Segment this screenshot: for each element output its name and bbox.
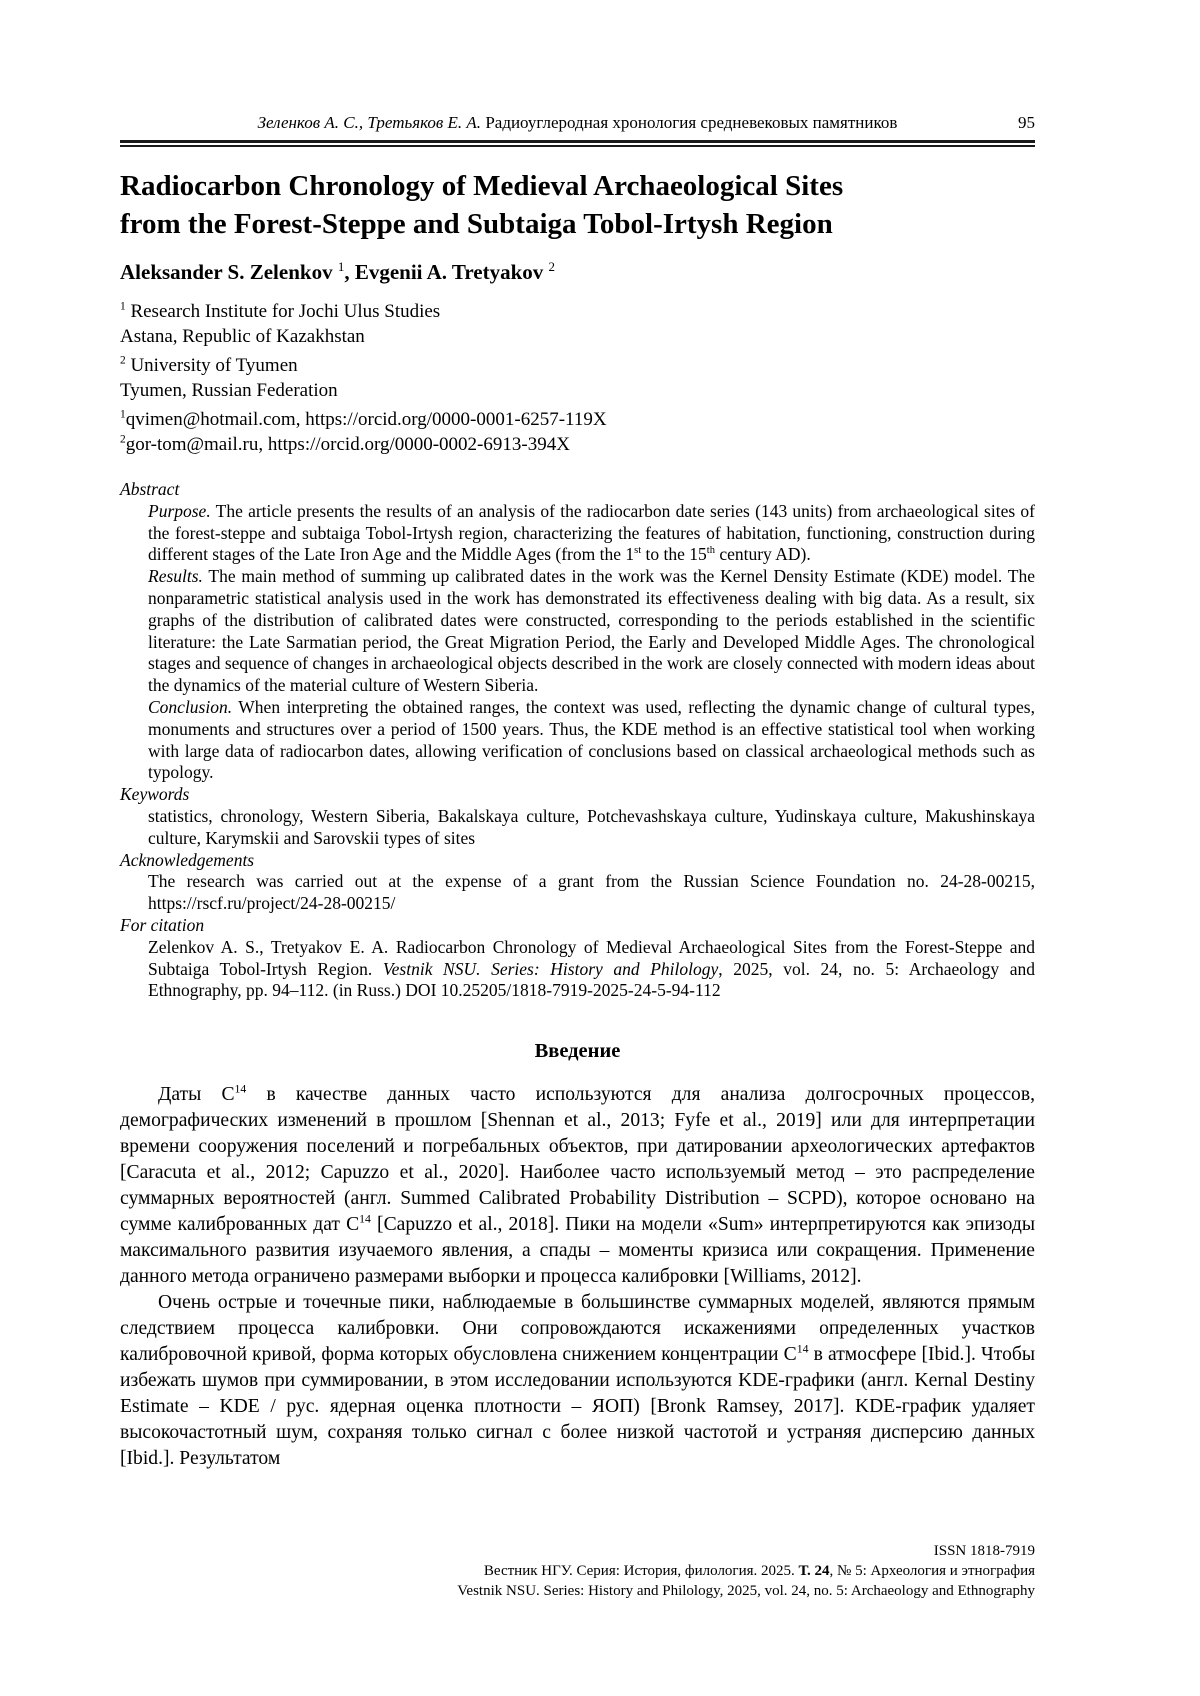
article-title-line-1: Radiocarbon Chronology of Medieval Archaeological Sites bbox=[120, 170, 844, 202]
abstract-conclusion-paragraph: Conclusion. When interpreting the obtained ranges, the context was used, reflecting the dynamic change of cultural types, monuments and structures over a period of 1500 years. Thus, the KDE method is an effective statistical tool when working with large data of radiocarbon dates, allowing verification of conclusions based on classical archaeological methods such as typology. bbox=[148, 696, 1035, 783]
keywords-label: Keywords bbox=[120, 784, 190, 805]
abstract-purpose-paragraph: Purpose. The article presents the results of an analysis of the radiocarbon date series (143 units) from archaeological sites of the forest-steppe and subtaiga Tobol-Irtysh region, characterizing the features of habitation, functioning, construction during different stages of the Late Iron Age and the Middle Ages (from the 1st to the 15th century AD). bbox=[148, 500, 1035, 565]
author-2-email-orcid: $^2$gor-tom@mail.ru, https://orcid.org/0000-0002-6913-394X bbox=[120, 433, 570, 455]
footer-issn: ISSN 1818-7919 bbox=[933, 1543, 1035, 1559]
running-head bbox=[120, 112, 1035, 134]
article-title bbox=[120, 167, 1035, 243]
acknowledgements-label: Acknowledgements bbox=[120, 849, 255, 870]
header-rule-thin-line bbox=[120, 145, 1035, 147]
introduction-heading: Введение bbox=[534, 1040, 621, 1063]
for-citation-label: For citation bbox=[120, 914, 205, 935]
abstract-label: Abstract bbox=[120, 479, 180, 499]
footer-journal-line-en: Vestnik NSU. Series: History and Philology, 2025, vol. 24, no. 5: Archaeology and Ethnography bbox=[457, 1583, 1035, 1599]
affiliation-1-city: Astana, Republic of Kazakhstan bbox=[120, 326, 365, 347]
abstract-section bbox=[120, 479, 1035, 1002]
author-1-email-orcid: $^1$qvimen@hotmail.com, https://orcid.org/0000-0001-6257-119X bbox=[120, 408, 607, 430]
footer-journal-line-ru: Вестник НГУ. Серия: История, филология. 2025. Т. 24, № 5: Археология и этнография bbox=[483, 1563, 1035, 1579]
page-content bbox=[120, 0, 1035, 1472]
authors-line: Aleksander S. Zelenkov $^1$, Evgenii A. Tretyakov $^2$ bbox=[120, 259, 556, 284]
introduction-paragraph-1: Даты $C^{14}$ в качестве данных часто используются для анализа долгосрочных процессов, демографических изменений в прошлом [Shennan et al., 2013; Fyfe et al., 2019] или для интерпретации времени сооружения поселений и погребальных объектов, при датировании археологических артефактов [Caracuta et al., 2012; Capuzzo et al., 2020]. Наиболее часто используемый метод – это распределение суммарных вероятностей (англ. Summed Calibrated Probability Distribution – SCPD), которое основано на сумме калиброванных дат $C^{14}$ [Capuzzo et al., 2018]. Пики на модели «Sum» интерпретируются как эпизоды максимального развития изучаемого явления, а спады – моменты кризиса или сокращения. Применение данного метода ограничено размерами выборки и процесса калибровки [Williams, 2012]. bbox=[120, 1082, 1036, 1288]
article-title-line-2: from the Forest-Steppe and Subtaiga Tobol-Irtysh Region bbox=[120, 208, 833, 240]
affiliation-2-city: Tyumen, Russian Federation bbox=[120, 380, 338, 401]
header-rule-thick-line bbox=[120, 140, 1035, 143]
page-footer bbox=[457, 1541, 1035, 1601]
keywords-text: statistics, chronology, Western Siberia, Bakalskaya culture, Potchevashskaya culture, Yudinskaya culture, Makushinskaya culture, Karymskii and Sarovskii types of sites bbox=[148, 805, 1035, 848]
affiliations-block bbox=[120, 299, 1035, 457]
citation-text: Zelenkov A. S., Tretyakov E. A. Radiocarbon Chronology of Medieval Archaeological Sites from the Forest-Steppe and Subtaiga Tobol-Irtysh Region. Vestnik NSU. Series: History and Philology, 2025, vol. 24, no. 5: Archaeology and Ethnography, pp. 94–112. (in Russ.) DOI 10.25205/1818-7919-2025-24-5-94-112 bbox=[148, 936, 1035, 1001]
affiliation-2-institution: $^2$ University of Tyumen bbox=[120, 354, 298, 376]
running-head-text: Зеленков А. С., Третьяков Е. А. Радиоуглеродная хронология средневековых памятников bbox=[257, 113, 898, 132]
abstract-results-paragraph: Results. The main method of summing up calibrated dates in the work was the Kernel Density Estimate (KDE) model. The nonparametric statistical analysis used in the work has demonstrated its effectiveness dealing with big data. As a result, six graphs of the distribution of calibrated dates were constructed, corresponding to the periods established in the scientific literature: the Late Sarmatian period, the Great Migration Period, the Early and Developed Middle Ages. The chronological stages and sequence of changes in archaeological objects described in the work are closely connected with modern ideas about the dynamics of the material culture of Western Siberia. bbox=[148, 566, 1035, 696]
affiliation-1-institution: $^1$ Research Institute for Jochi Ulus Studies bbox=[120, 300, 441, 322]
acknowledgements-text: The research was carried out at the expense of a grant from the Russian Science Foundation no. 24-28-00215, https://rscf.ru/project/24-28-00215/ bbox=[148, 871, 1035, 914]
header-rule bbox=[120, 140, 1035, 147]
introduction-paragraph-2: Очень острые и точечные пики, наблюдаемые в большинстве суммарных моделей, являются прямым следствием процесса калибровки. Они сопровождаются искажениями определенных участков калибровочной кривой, форма которых обусловлена снижением концентрации $C^{14}$ в атмосфере [Ibid.]. Чтобы избежать шумов при суммировании, в этом исследовании используются KDE-графики (англ. Kernal Destiny Estimate – KDE / рус. ядерная оценка плотности – ЯОП) [Bronk Ramsey, 2017]. KDE-график удаляет высокочастотный шум, сохраняя только сигнал с более низкой частотой и устраняя дисперсию данных [Ibid.]. Результатом bbox=[120, 1292, 1035, 1470]
page-number: 95 bbox=[1018, 113, 1035, 132]
